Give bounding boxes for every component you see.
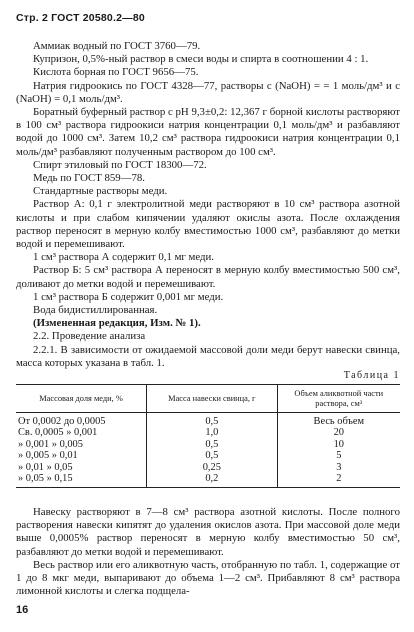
column-header: Объем аликвотной части раствора, см³ <box>277 385 400 413</box>
table-header-row <box>16 385 400 413</box>
table-row <box>16 427 400 438</box>
paragraph: Стандартные растворы меди. <box>33 185 168 198</box>
table-cell: » 0,01 » 0,05 <box>18 461 73 473</box>
paragraph: Спирт этиловый по ГОСТ 18300—72. <box>33 158 207 171</box>
table-row <box>16 439 400 450</box>
page-body <box>16 40 400 599</box>
table-cell: » 0,05 » 0,15 <box>16 473 147 487</box>
table-cell: Св. 0,0005 » 0,001 <box>18 427 98 439</box>
table-row <box>16 413 400 428</box>
paragraph: Раствор А: 0,1 г электролитной меди растворяют в 10 см³ раствора азотной кислоты и при слабом кипячении удаляют окислы азота. После охлаждения раствор переносят в мерную колбу вместимостью 1000 см³, разбавляют до метки водой и перемешивают. <box>16 198 400 251</box>
table-cell: 10 <box>277 439 400 450</box>
paragraph: Боратный буферный раствор с рН 9,3±0,2: 12,367 г борной кислоты растворяют в 100 см³ раствора гидроокиси натрия концентрации 0,1 моль/дм³ и разбавляют водой до 1000 см³. Затем 10,2 см³ раствора гидроокиси натрия концентрации 0,1 моль/дм³ разбавляют полученным раствором до 100 см³. <box>16 106 400 158</box>
column-header: Массовая доля меди, % <box>16 385 147 413</box>
table-cell: Весь объем <box>277 413 400 428</box>
table-cell: 2 <box>277 473 400 487</box>
section-heading: 2.2. Проведение анализа <box>33 330 146 343</box>
table-cell: От 0,0002 до 0,0005 <box>18 416 106 428</box>
page-number: 16 <box>16 604 29 616</box>
table-block <box>16 370 400 506</box>
paragraph: Раствор Б: 5 см³ раствора А переносят в мерную колбу вместимостью 500 см³, доливают до метки водой и перемешивают. <box>16 264 400 290</box>
paragraph: 1 см³ раствора А содержит 0,1 мг меди. <box>33 251 214 264</box>
paragraph: Аммиак водный по ГОСТ 3760—79. <box>33 40 201 52</box>
paragraph: Купризон, 0,5%-ный раствор в смеси воды и спирта в соотношении 4 : 1. <box>33 53 369 66</box>
table-cell: 5 <box>277 450 400 461</box>
table-cell: 0,5 <box>147 439 278 450</box>
column-header: Масса навески свинца, г <box>147 385 278 413</box>
amendment-note: (Измененная редакция, Изм. № 1). <box>33 317 201 330</box>
table-cell: 1,0 <box>147 427 278 438</box>
table-cell: 20 <box>277 427 400 438</box>
table-cell: 3 <box>277 462 400 473</box>
paragraph: Медь по ГОСТ 859—78. <box>33 172 145 185</box>
paragraph: Весь раствор или его аликвотную часть, отобранную по табл. 1, содержащие от 1 до 8 мкг меди, выпаривают до объема 1—2 см³. Прибавляют 8 см³ раствора лимонной кислоты и слегка подщела- <box>16 558 400 598</box>
paragraph: Навеску растворяют в 7—8 см³ раствора азотной кислоты. После полного растворения навески кипятят до удаления окислов азота. При массовой доле меди выше 0,0005% раствор переносят в мерную колбу вместимостью 50 см³, разбавляют до метки водой и перемешивают. <box>16 506 400 558</box>
paragraph: 1 см³ раствора Б содержит 0,001 мг меди. <box>33 290 224 303</box>
paragraph: Натрия гидроокись по ГОСТ 4328—77, растворы с (NaOH) = = 1 моль/дм³ и с (NaOH) = 0,1 моль/дм³. <box>16 79 400 105</box>
table-cell: 0,25 <box>147 462 278 473</box>
table-cell: » 0,005 » 0,01 <box>18 450 78 462</box>
table-cell: 0,5 <box>147 450 278 461</box>
table-cell: » 0,001 » 0,005 <box>18 438 83 450</box>
data-table <box>16 384 400 487</box>
table-cell: 0,2 <box>147 473 278 487</box>
table-cell: 0,5 <box>147 413 278 428</box>
page-header: Стр. 2 ГОСТ 20580.2—80 <box>16 12 145 24</box>
paragraph: Вода бидистиллированная. <box>33 304 158 317</box>
table-row <box>16 450 400 461</box>
paragraph: Кислота борная по ГОСТ 9656—75. <box>33 66 199 79</box>
table-row <box>16 462 400 473</box>
table-row <box>16 473 400 487</box>
table-caption: Таблица 1 <box>343 370 400 382</box>
paragraph: 2.2.1. В зависимости от ожидаемой массовой доли меди берут навески свинца, масса которых указана в табл. 1. <box>16 343 400 369</box>
